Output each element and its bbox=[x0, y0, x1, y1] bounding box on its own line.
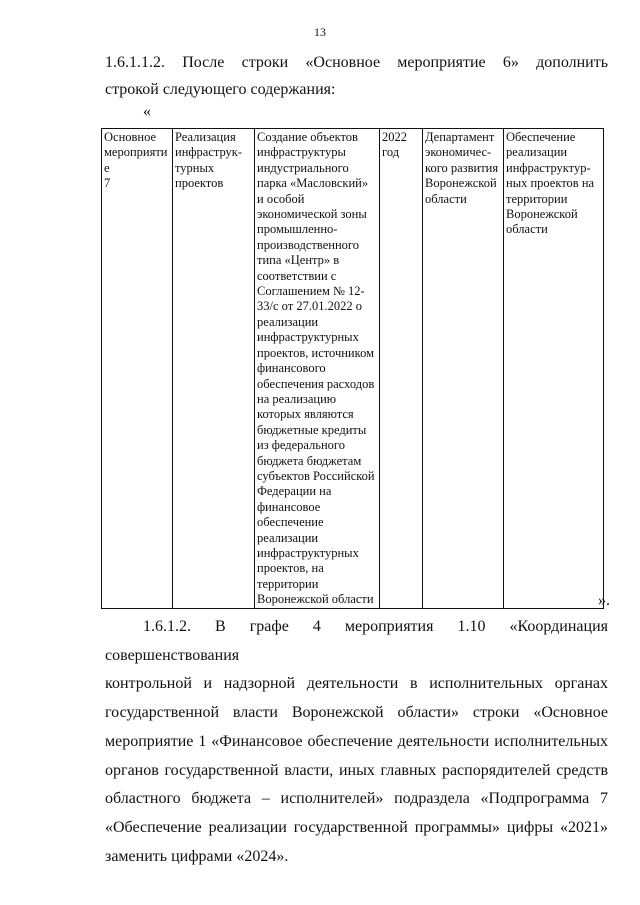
cell-line: на реализацию bbox=[257, 391, 337, 406]
cell-title bbox=[173, 129, 255, 609]
paragraph-2-line: 1.6.1.2. В графе 4 мероприятия 1.10 «Координация совершенствования bbox=[105, 618, 608, 664]
cell-line: Воронежской bbox=[506, 207, 578, 222]
paragraph-1-line-1: 1.6.1.1.2. После строки «Основное мероприятие 6» дополнить bbox=[105, 54, 608, 71]
cell-line: парка «Масловский» bbox=[257, 176, 369, 191]
cell-line: реализации bbox=[257, 530, 319, 545]
cell-line: Обеспечение bbox=[506, 130, 576, 144]
paragraph-2-line: государственной власти Воронежской области» строки «Основное bbox=[105, 704, 608, 722]
cell-line: финансовое bbox=[257, 499, 321, 514]
opening-quote: « bbox=[143, 103, 151, 120]
cell-line: реализации bbox=[257, 314, 319, 329]
cell-line: кого развития bbox=[425, 160, 499, 175]
cell-line: области bbox=[425, 191, 467, 206]
cell-line: обеспечение bbox=[257, 515, 324, 530]
cell-line: Реализация bbox=[175, 130, 236, 144]
cell-line: обеспечения расходов bbox=[257, 376, 375, 391]
cell-line: из федерального bbox=[257, 438, 345, 453]
cell-line: Воронежской области bbox=[257, 592, 374, 607]
cell-line: проектов bbox=[175, 176, 224, 191]
closing-quote: ». bbox=[598, 592, 610, 609]
cell-line: 33/с от 27.01.2022 о bbox=[257, 299, 362, 314]
cell-line: бюджетные кредиты bbox=[257, 422, 367, 437]
cell-line: экономической зоны bbox=[257, 207, 367, 222]
paragraph-2-line: мероприятие 1 «Финансовое обеспечение деятельности исполнительных bbox=[105, 732, 608, 750]
cell-line: области bbox=[506, 222, 548, 237]
cell-line: инфраструктур- bbox=[506, 160, 591, 175]
cell-line: инфраструк- bbox=[175, 145, 243, 160]
paragraph-2-line: «Обеспечение реализации государственной программы» цифры «2021» bbox=[105, 818, 608, 836]
cell-line: год bbox=[382, 145, 400, 160]
paragraph-1-line-2: строкой следующего содержания: bbox=[105, 81, 336, 98]
cell-line: промышленно- bbox=[257, 222, 338, 237]
cell-year bbox=[380, 129, 423, 609]
cell-activity bbox=[102, 129, 173, 609]
paragraph-2-line: органов государственной власти, иных главных распорядителей средств bbox=[105, 761, 608, 779]
page-number: 13 bbox=[314, 25, 326, 39]
cell-line: реализации bbox=[506, 145, 568, 160]
cell-line: которых являются bbox=[257, 407, 354, 422]
cell-line: проектов, источником bbox=[257, 345, 374, 360]
inserted-row-table bbox=[101, 128, 604, 609]
paragraph-2-line: контрольной и надзорной деятельности в исполнительных органах bbox=[105, 675, 608, 693]
cell-line: инфраструктурных bbox=[257, 330, 359, 345]
paragraph-2-line: заменить цифрами «2024». bbox=[105, 847, 289, 865]
cell-line: Основное bbox=[104, 130, 157, 144]
cell-line: Создание объектов bbox=[257, 130, 358, 144]
cell-line: территории bbox=[506, 191, 568, 206]
cell-line: территории bbox=[257, 576, 319, 591]
cell-line: экономичес- bbox=[425, 145, 492, 160]
cell-executor bbox=[423, 129, 504, 609]
cell-line: производственного bbox=[257, 237, 359, 252]
cell-line: мероприятие bbox=[104, 145, 168, 175]
cell-line: и особой bbox=[257, 191, 305, 206]
cell-line: индустриального bbox=[257, 160, 349, 175]
cell-line: 7 bbox=[104, 176, 111, 191]
cell-line: турных bbox=[175, 160, 215, 175]
cell-line: Соглашением № 12- bbox=[257, 284, 365, 299]
cell-line: инфраструктурных bbox=[257, 545, 359, 560]
cell-line: Федерации на bbox=[257, 484, 332, 499]
paragraph-2-line: областного бюджета – исполнителей» подраздела «Подпрограмма 7 bbox=[105, 790, 608, 808]
cell-line: Департамент bbox=[425, 130, 495, 144]
cell-description bbox=[255, 129, 380, 609]
table-row bbox=[102, 129, 604, 609]
cell-line: 2022 bbox=[382, 130, 407, 144]
cell-line: ных проектов на bbox=[506, 176, 595, 191]
cell-line: Воронежской bbox=[425, 176, 497, 191]
cell-line: бюджета бюджетам bbox=[257, 453, 362, 468]
cell-line: финансового bbox=[257, 361, 326, 376]
cell-line: проектов, на bbox=[257, 561, 324, 576]
cell-line: субъектов Российской bbox=[257, 468, 375, 483]
cell-result bbox=[504, 129, 604, 609]
cell-line: типа «Центр» в bbox=[257, 253, 340, 268]
paragraph-2 bbox=[105, 613, 608, 871]
cell-line: инфраструктуры bbox=[257, 145, 346, 160]
cell-line: соответствии с bbox=[257, 268, 337, 283]
